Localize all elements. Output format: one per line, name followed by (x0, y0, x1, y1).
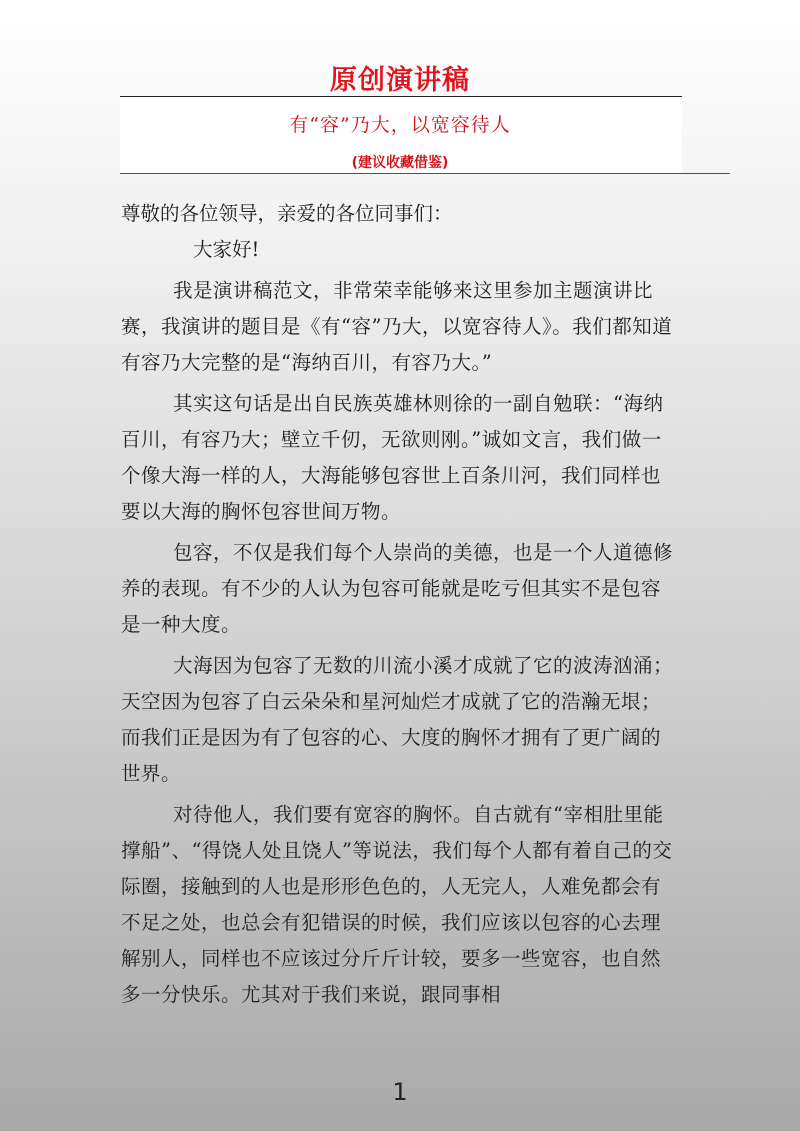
speech-body (121, 196, 679, 1013)
tagline: (建议收藏借鉴) (351, 155, 449, 171)
speech-subtitle: 有“容”乃大，以宽容待人 (289, 114, 511, 136)
paragraph: 包容，不仅是我们每个人崇尚的美德，也是一个人道德修养的表现。有不少的人认为包容可能就是吃亏但其实不是包容是一种大度。 (121, 541, 674, 636)
paragraph: 其实这句话是出自民族英雄林则徐的一副自勉联：“海纳百川，有容乃大；壁立千仞，无欲则刚。”诚如文言，我们做一个像大海一样的人，大海能够包容世上百条川河，我们同样也要以大海的胸怀包容世间万物。 (121, 392, 664, 523)
document-title: 原创演讲稿 (330, 65, 470, 96)
header-divider (120, 173, 730, 174)
paragraph: 大海因为包容了无数的川流小溪才成就了它的波涛汹涌；天空因为包容了白云朵朵和星河灿烂才成就了它的浩瀚无垠；而我们正是因为有了包容的心、大度的胸怀才拥有了更广阔的世界。 (121, 654, 674, 785)
paragraph: 我是演讲稿范文，非常荣幸能够来这里参加主题演讲比赛，我演讲的题目是《有“容”乃大，以宽容待人》。我们都知道有容乃大完整的是“海纳百川，有容乃大。” (121, 279, 673, 374)
greeting: 大家好! (193, 238, 260, 261)
page-number: 1 (392, 1078, 408, 1106)
salutation: 尊敬的各位领导，亲爱的各位同事们： (121, 202, 453, 225)
paragraph: 对待他人，我们要有宽容的胸怀。自古就有“宰相肚里能撑船”、“得饶人处且饶人”等说法，我们每个人都有着自己的交际圈，接触到的人也是形形色色的，人无完人，人难免都会有不足之处，也总会有犯错误的时候，我们应该以包容的心去理解别人，同样也不应该过分斤斤计较，要多一些宽容，也自然多一分快乐。尤其对于我们来说，跟同事相 (121, 803, 673, 1006)
